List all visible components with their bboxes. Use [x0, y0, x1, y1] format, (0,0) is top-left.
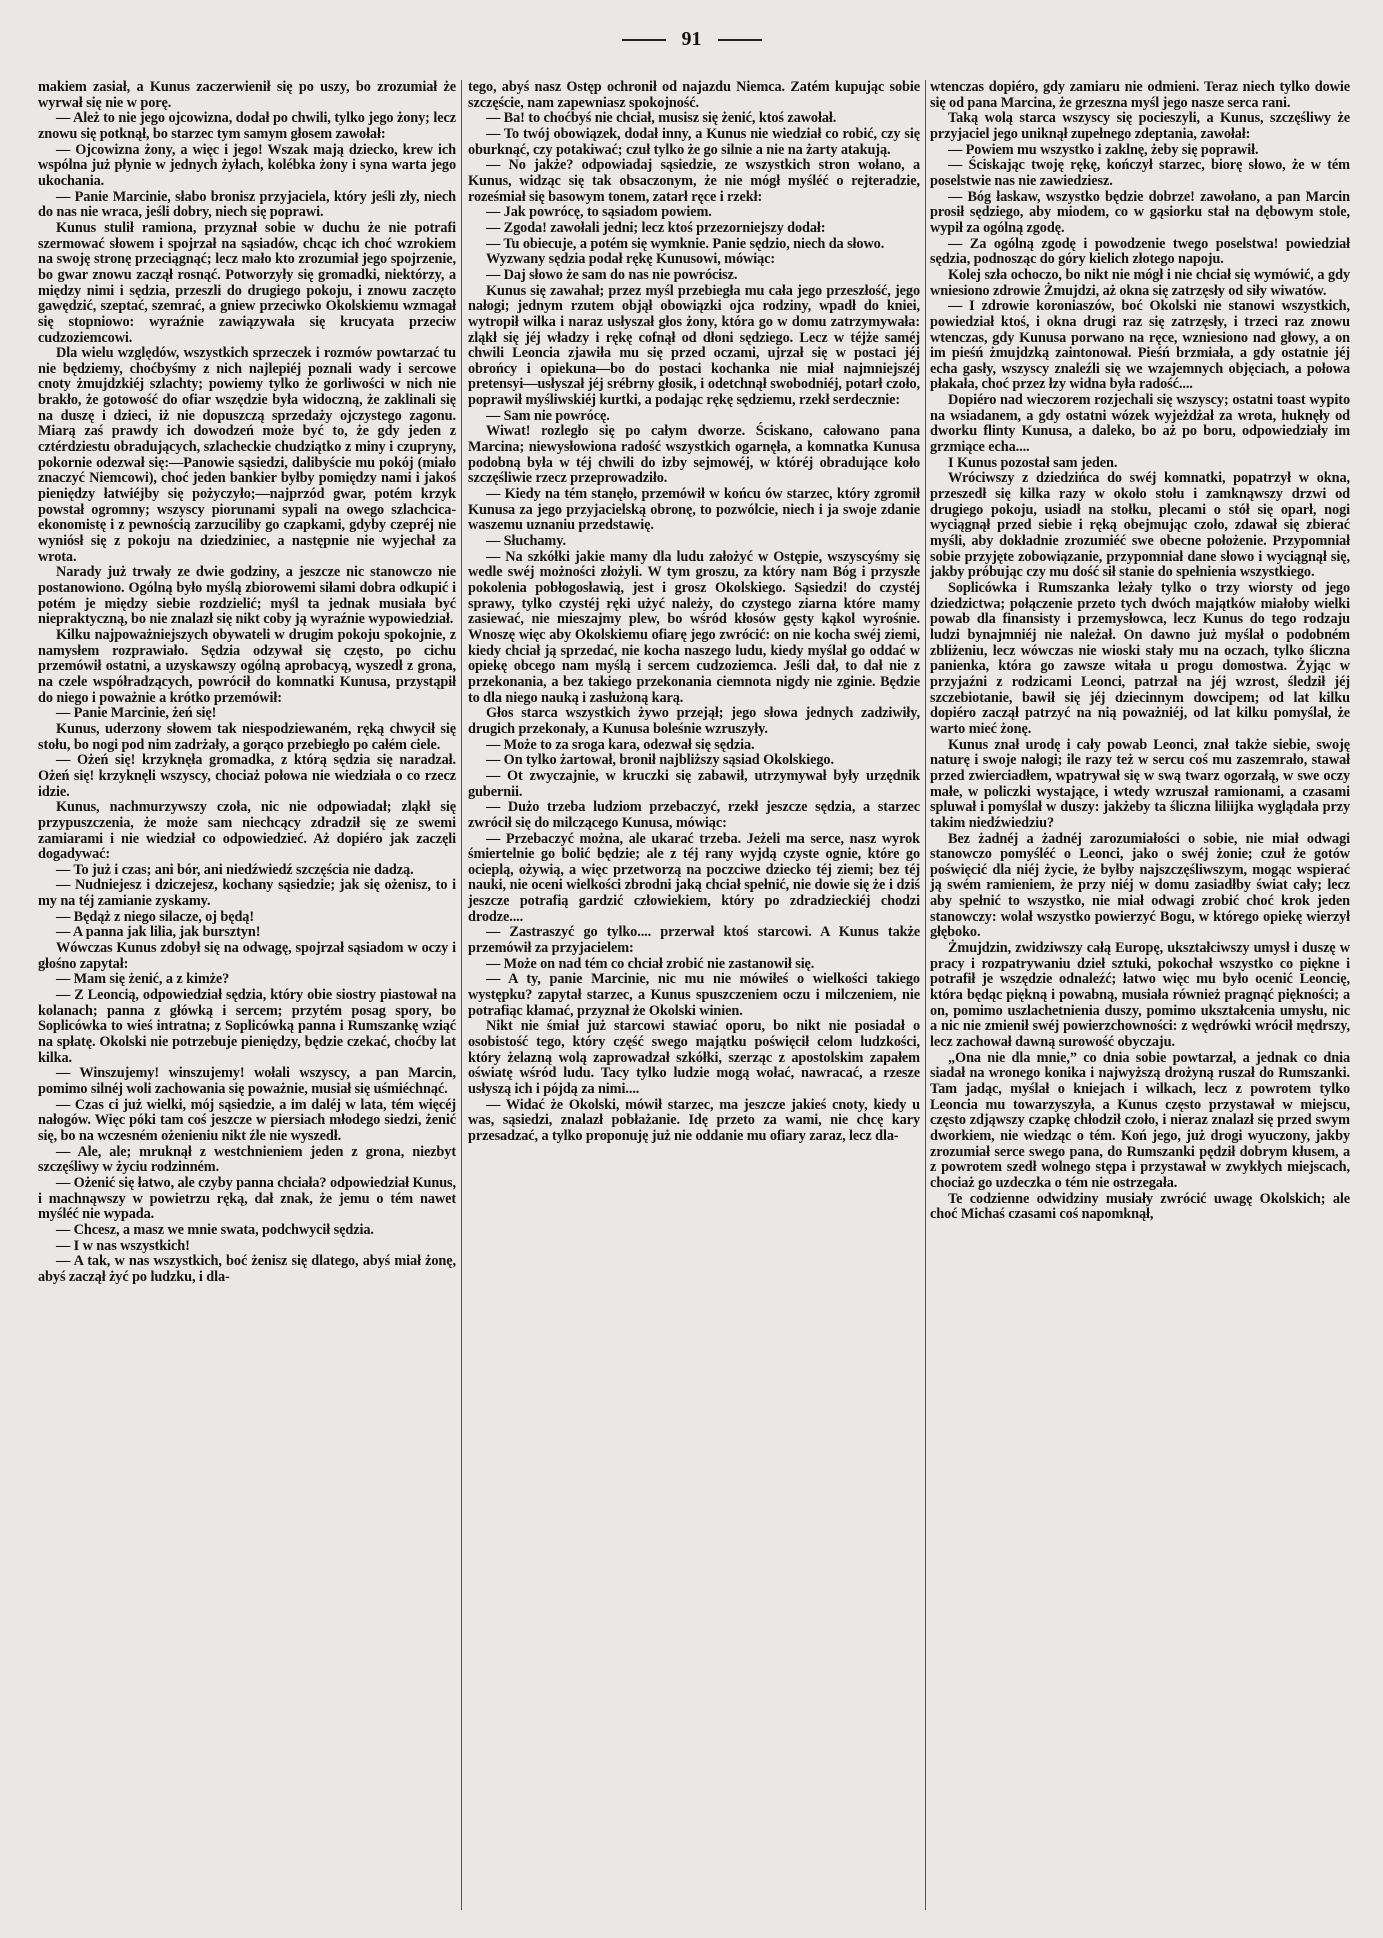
paragraph: Kunus, nachmurzywszy czoła, nic nie odpowiadał; zląkł się przypuszczenia, że może sam niechcący zdradził się ze swemi zamiarami i nie wiedział co odpowiedzieć. Aż dopiéro jak zaczęli dogadywać:	[38, 799, 456, 863]
paragraph: Wróciwszy z dziedzińca do swéj komnatki, popatrzył w okna, przeszedł się kilka razy w około stołu i zamknąwszy drzwi od drugiego pokoju, usiadł na stołku, plecami o stół się oparł, nogi wyciągnął przed siebie i ręką obejmując czoło, zdawał się zbierać myśli, aby dokładnie zrozumiéć swe obecne położenie. Przypomniał sobie przyjęte zobowiązanie, przypomniał dane słowo i wyciągnął się, jakby próbując czy mu dość sił stanie do spełnienia wszystkiego.	[930, 470, 1350, 581]
paragraph: — Sam nie powrócę.	[486, 407, 610, 424]
paragraph: — Bóg łaskaw, wszystko będzie dobrze! zawołano, a pan Marcin prosił sędziego, aby miodem, co w gąsiorku stał na dębowym stole, wypił za ogólną zgodę.	[930, 188, 1350, 236]
header-rule-right	[718, 39, 762, 41]
paragraph: Nikt nie śmiał już starcowi stawiać oporu, bo nikt nie posiadał o osobistość tego, który część swego majątku poświęcił celom ludzkości, który żelazną wolą zaprowadzał szkółki, szerząc z apostolskim zapałem oświatę wśród ludu. Tacy tylko ludzie mogą wołać, nawracać, a rzesze usłyszą ich i pójdą za nimi....	[468, 1018, 920, 1097]
paragraph: — Nudniejesz i dziczejesz, kochany sąsiedzie; jak się ożenisz, to i my na téj zamianie zyskamy.	[38, 877, 456, 910]
paragraph: — Ożeń się! krzyknęła gromadka, z którą sędzia się naradzał. Ożeń się! krzyknęli wszyscy, chociaż połowa nie wiedziała o co rzecz idzie.	[38, 752, 456, 800]
paragraph: — Ot zwyczajnie, w kruczki się zabawił, utrzymywał były urzędnik gubernii.	[468, 767, 920, 800]
paragraph: — Ściskając twoję rękę, kończył starzec, biorę słowo, że w tém poselstwie nas nie zawiedziesz.	[930, 157, 1350, 189]
paragraph: I Kunus pozostał sam jeden.	[948, 454, 1118, 471]
paragraph: Głos starca wszystkich żywo przejął; jego słowa jednych zadziwiły, drugich przekonały, a Kunusa boleśnie wzruszyły.	[468, 705, 920, 737]
paragraph: — Tu obiecuje, a potém się wymknie. Panie sędzio, niech da słowo.	[486, 235, 885, 252]
paragraph: wtenczas dopiéro, gdy zamiaru nie odmieni. Teraz niech tylko dowie się od pana Marcina, że grzeszna myśl jego nasze serca rani.	[930, 79, 1350, 111]
paragraph: Kunus znał urodę i cały powab Leonci, znał także siebie, swoję naturę i swoje nałogi; ile razy też w sercu coś mu zaszemrało, stawał przed zwierciadłem, wpatrywał się w swą twarz ogorzałą, w swe oczy małe, w policzki wystające, i wtedy wzruszał ramionami, a czasami spluwał i pomyślał w duszy: jakżeby ta śliczna liliijka wyglądała przy takim niedźwiedziu?	[930, 736, 1350, 831]
paragraph: — Za ogólną zgodę i powodzenie twego poselstwa! powiedział sędzia, podnosząc do góry kielich złotego napoju.	[930, 235, 1350, 268]
paragraph: tego, abyś nasz Ostęp ochronił od najazdu Niemca. Zatém kupując sobie szczęście, nam zapewniasz spokojność.	[468, 79, 920, 111]
paragraph: Narady już trwały ze dwie godziny, a jeszcze nic stanowczo nie postanowiono. Ogólną było myślą zbiorowemi siłami dobra odkupić i potém je między siebie rozdzielić; myśl ta jednak musiała być niepraktyczną, bo nie znalazł się nikt coby ją wyraźnie wypowiedział.	[38, 564, 456, 628]
paragraph: — Mam się żenić, a z kimże?	[56, 971, 230, 988]
paragraph: — Ożenić się łatwo, ale czyby panna chciała? odpowiedział Kunus, i machnąwszy w powietrzu ręką, dał znak, że jemu o tém nawet myśléć nie wypada.	[38, 1174, 456, 1223]
paragraph: „Ona nie dla mnie,” co dnia sobie powtarzał, a jednak co dnia siadał na wronego konika i najwyższą drożyną ruszał do Rumszanki. Tam jadąc, myślał o kniejach i wilkach, lecz z powrotem tylko Leoncia mu towarzyszyła, a Kunus często przystawał w miejscu, często zdjąwszy czapkę chłodził czoło, i nieraz znalazł się przed swym dworkiem, nie wiedząc o tém. Koń jego, już drogi wyuczony, jakby zrozumiał serce swego pana, do Rumszanki pędził dobrym kłusem, a z powrotem szedł wolnego stępa i przystawał w zwykłych miejscach, chociaż go uzdeczka o tém nie ostrzegała.	[930, 1049, 1350, 1191]
paragraph: Bez żadnéj a żadnéj zarozumiałości o sobie, nie miał odwagi stanowczo pomyśléć o Leonci, jako o swéj żonie; czuł że gotów poświęcić dla niéj życie, że byłby najszczęśliwszym, mogąc wspierać ją swém ramieniem, że przy niéj w domu zasiadłby świat cały; lecz aby spełnić to wszystko, nie miał odwagi zrobić choć krok jeden stanowczy: wolał wszystko powierzyć Bogu, w którego opiekę wierzył głęboko.	[930, 830, 1350, 941]
paragraph: — Widać że Okolski, mówił starzec, ma jeszcze jakieś cnoty, kiedy u was, sąsiedzi, znalazł pobłażanie. Idę przeto za wami, nie chcę kary przesadzać, a tylko proponuję już nie oddanie mu ofiary zaraz, lecz dla-	[468, 1096, 920, 1144]
paragraph: Te codzienne odwidziny musiały zwrócić uwagę Okolskich; ale choć Michaś czasami coś napomknął,	[930, 1190, 1350, 1223]
paragraph: — Ależ to nie jego ojcowizna, dodał po chwili, tylko jego żony; lecz znowu się potknął, bo starzec tym samym głosem zawołał:	[38, 110, 456, 142]
column-divider	[925, 80, 926, 1910]
paragraph: Kunus stulił ramiona, przyznał sobie w duchu że nie potrafi szermować słowem i spojrzał na sąsiadów, chcąc ich choć wzrokiem na swoję stronę przeciągnąć; lecz mało kto zrozumiał jego spojrzenie, bo gwar znowu zaczął rosnąć. Potworzyły się gromadki, niektórzy, a między nimi i sędzia, przeszli do drugiego pokoju, i znowu zaczęto gawędzić, szeptać, szemrać, a gniew przeciwko Okolskiemu wzmagał się stopniowo: wyraźnie zawiązywała się krucyata przeciw cudzoziemcowi.	[38, 219, 456, 346]
paragraph: — No jakże? odpowiadaj sąsiedzie, ze wszystkich stron wołano, a Kunus, widząc się tak obsaczonym, że nie mógł myśléć o rejteradzie, roześmiał się basowym tonem, zatarł ręce i rzekł:	[468, 157, 920, 205]
paragraph: — Daj słowo że sam do nas nie powrócisz.	[486, 266, 738, 283]
paragraph: Żmujdzin, zwidziwszy całą Europę, ukształciwszy umysł i duszę w pracy i rozpatrywaniu dzieł sztuki, pokochał wszystko co piękne i potrafił je wszędzie odnaleźć; łatwo więc mu było ocenić Leoncię, która będąc piękną i powabną, musiała również pragnąć piękności; a on, pomimo uszlachetnienia duszy, pomimo ukształcenia umysłu, nic a nic nie zmienił swéj powierzchowności: z wędrówki wrócił mędrszy, lecz zachował dawną surowość obyczaju.	[930, 940, 1350, 1051]
paragraph: — Winszujemy! winszujemy! wołali wszyscy, a pan Marcin, pomimo silnéj woli zachowania się poważnie, musiał się uśmiéchnąć.	[38, 1065, 456, 1097]
paragraph: — A tak, w nas wszystkich, boć żenisz się dlatego, abyś miał żonę, abyś zaczął żyć po ludzku, i dla-	[38, 1253, 456, 1285]
paragraph: — Zastraszyć go tylko.... przerwał ktoś starcowi. A Kunus także przemówił za przyjacielem:	[468, 924, 920, 957]
paragraph: — Przebaczyć można, ale ukarać trzeba. Jeżeli ma serce, nasz wyrok śmiertelnie go bolić będzie; ale z téj rany wyjdą czyste ognie, które go ocieplą, ożywią, a więc przetworzą na poczciwe dziecko téj ziemi; bez téj nauki, nie oceni wielkości zbrodni jaką chciał spełnić, nie dowie się że i dziś jeszcze potrafią gardzić człowiekiem, który po zdradzieckiéj chodzi drodze....	[468, 830, 920, 925]
paragraph: Kilku najpoważniejszych obywateli w drugim pokoju spokojnie, z namysłem rozprawiało. Sędzia odzywał się często, po cichu przemówił ostatni, a uzyskawszy ogólną aprobacyą, wyszedł z grona, na czele współradzących, powrócił do komnatki Kunusa, przystąpił do niego i poważnie a krótko przemówił:	[38, 626, 456, 706]
paragraph: — Powiem mu wszystko i zaklnę, żeby się poprawił.	[948, 141, 1259, 158]
paragraph: Dopiéro nad wieczorem rozjechali się wszyscy; ostatni toast wypito na wsiadanem, a gdy ostatni wózek wyjeżdżał za wrota, huknęły od dworku flinty Kunusa, a daleko, bo aż po boru, odpowiedziały im grzmiące echa....	[930, 392, 1350, 456]
paragraph: — Panie Marcinie, żeń się!	[56, 705, 217, 722]
paragraph: — Czas ci już wielki, mój sąsiedzie, a im daléj w lata, tém więcéj nałogów. Więc póki tam coś jeszcze w piersiach młodego siedzi, żenić się, bo na wczesném ożenieniu nikt źle nie wyszedł.	[38, 1096, 456, 1144]
paragraph: Wiwat! rozległo się po całym dworze. Ściskano, całowano pana Marcina; niewysłowiona radość wszystkich ogarnęła, a komnatka Kunusa podobną była w téj chwili do izby sejmowéj, w któréj obradujące koło szczęśliwie rzecz przeprowadziło.	[468, 423, 920, 487]
header-rule-left	[622, 39, 666, 41]
paragraph: — A ty, panie Marcinie, nic mu nie mówiłeś o wielkości takiego występku? zapytał starzec, a Kunus spuszczeniem oczu i milczeniem, nie potrafiąc kłamać, przyznał że Okolski winien.	[468, 971, 920, 1019]
paragraph: — Ojcowizna żony, a więc i jego! Wszak mają dziecko, krew ich wspólna już płynie w jednych żyłach, kolébka żony i syna warta jego ukochania.	[38, 141, 456, 189]
column-divider	[461, 80, 462, 1910]
paragraph: — I zdrowie koroniaszów, boć Okolski nie stanowi wszystkich, powiedział ktoś, i okna drugi raz się zatrzęsły, i trzeci raz znowu wtenczas, gdy Kunusa porwano na ręce, wzniesiono nad głowy, a on im pieśń żmujdzką zaintonował. Pieśń brzmiała, a gdy ostatnie jéj echa gasły, wszyscy znaleźli się we wzajemnych objęciach, a połowa płakała, choć przez łzy widna była radość....	[930, 298, 1350, 393]
text-column-2	[468, 80, 920, 1145]
paragraph: — Może on nad tém co chciał zrobić nie zastanowił się.	[486, 955, 815, 972]
paragraph: Taką wolą starca wszyscy się pocieszyli, a Kunus, szczęśliwy że przyjaciel jego uniknął zupełnego zdeptania, zawołał:	[930, 110, 1350, 142]
paragraph: — Dużo trzeba ludziom przebaczyć, rzekł jeszcze sędzia, a starzec zwrócił się do milczącego Kunusa, mówiąc:	[468, 799, 920, 831]
paragraph: — Ale, ale; mruknął z westchnieniem jeden z grona, niezbyt szczęśliwy w życiu rodzinném.	[38, 1143, 456, 1176]
paragraph: — Chcesz, a masz we mnie swata, podchwycił sędzia.	[56, 1221, 374, 1238]
text-column-3	[930, 80, 1350, 1223]
page-header	[0, 28, 1383, 51]
paragraph: — I w nas wszystkich!	[56, 1237, 190, 1254]
paragraph: — To twój obowiązek, dodał inny, a Kunus nie wiedział co robić, czy się oburknąć, czy potakiwać; czuł tylko że go silnie a nie na żarty atakują.	[468, 125, 920, 158]
paragraph: — Zgoda! zawołali jedni; lecz ktoś przezorniejszy dodał:	[486, 219, 826, 236]
paragraph: — Słuchamy.	[486, 533, 566, 550]
paragraph: — On tylko żartował, bronił najbliższy sąsiad Okolskiego.	[486, 752, 834, 769]
paragraph: — Może to za sroga kara, odezwał się sędzia.	[486, 736, 755, 753]
text-column-1	[38, 80, 456, 1286]
paragraph: — A panna jak lilia, jak bursztyn!	[56, 924, 261, 941]
paragraph: makiem zasiał, a Kunus zaczerwienił się po uszy, bo zrozumiał że wyrwał się nie w porę.	[38, 79, 456, 111]
paragraph: Kunus się zawahał; przez myśl przebiegła mu cała jego przeszłość, jego nałogi; jednym rzutem objął obowiązki ojca rodziny, wpadł do kniei, wytropił wilka i naraz usłyszał głos żony, która go w domu zatrzymywała: zląkł się jéj władzy i rękę cofnął od dłoni sędziego. Lecz w téjże saméj chwili Leoncia zjawiła mu się przed oczami, ujrzał się w postaci jéj obrońcy i opiekuna—bo do postaci kochanka nie miał najmniejszéj pretensyi—usłyszał jéj srébrny głosik, i odetchnął swobodniéj, potarł czoło, poprawił myśliwskiéj kurtki, a podając rękę sędziemu, rzekł serdecznie:	[468, 282, 920, 409]
paragraph: — Będąż z niego silacze, oj będą!	[56, 908, 255, 925]
paragraph: Kunus, uderzony słowem tak niespodziewaném, ręką chwycił się stołu, bo nogi pod nim zadrżały, a gorąco przebiegło po całém ciele.	[38, 720, 456, 753]
paragraph: Soplicówka i Rumszanka leżały tylko o trzy wiorsty od jego dziedzictwa; połączenie przeto tych dwóch majątków miałoby wielki powab dla finansisty i przemysłowca, lecz Kunus do tego rodzaju ludzi bynajmniéj nie należał. On dawno już myślał o podobném zbliżeniu, lecz wówczas nie wioski stały mu na oczach, tylko śliczna panienka, która go zawsze witała u progu domostwa. Żyjąc w przyjaźni z rodzicami Leonci, patrzał na jéj wzrost, śledził jéj szczebiotanie, bawił się jéj dziecinnym dowcipem; od lat kilku dopiéro zaczął patrzyć na nią poważniéj, od lat kilku pomyślał, że warto mieć żonę.	[930, 580, 1350, 737]
paragraph: — Na szkółki jakie mamy dla ludu założyć w Ostępie, wszyscyśmy się wedle swéj możności złożyli. W tym groszu, za który nam Bóg i przyszłe pokolenia pobłogosławią, jest i grosz Okolskiego. Sąsiedzi! do czystéj sprawy, tylko czystéj ręki użyć należy, do czystego ziarna które mamy zasiewać, nie mieszajmy plew, bo wśród kłosów gęsty kąkol wyrośnie. Wnoszę więc aby Okolskiemu ofiarę jego zwrócić: on nie kocha swéj ziemi, kiedy chciał ją sprzedać, nie kocha naszego ludu, kiedy myślał go oddać w opiekę obcego nam myślą i sercem cudzoziemca. Jeśli dał, to dał nie z przekonania, a bez takiego przekonania ciemnota nigdy nie zginie. Będzie to dla niego nauką i zasłużoną karą.	[468, 548, 920, 706]
paragraph: — Jak powrócę, to sąsiadom powiem.	[486, 204, 712, 221]
paragraph: — Z Leoncią, odpowiedział sędzia, który obie siostry piastował na kolanach; panna z główką i sercem; przytém posag spory, bo Soplicówka to wieś intratna; z Soplicówką panna i Rumszankę wziąć na spłatę. Okolski nie potrzebuje pieniędzy, będzie czekać, choćby lat kilka.	[38, 987, 456, 1066]
paragraph: Wówczas Kunus zdobył się na odwagę, spojrzał sąsiadom w oczy i głośno zapytał:	[38, 940, 456, 972]
paragraph: — Kiedy na tém stanęło, przemówił w końcu ów starzec, który zgromił Kunusa za jego przyjacielską obronę, to pozwólcie, niech i ja swoje zdanie waszemu uznaniu przedstawię.	[468, 486, 920, 534]
paragraph: — Ba! to choćbyś nie chciał, musisz się żenić, ktoś zawołał.	[486, 110, 837, 127]
paragraph: Dla wielu względów, wszystkich sprzeczek i rozmów powtarzać tu nie będziemy, choćbyśmy z nich najlepiéj poznali wady i sercowe cnoty żmujdzkiéj szlachty; powiemy tylko że gorliwości w nich nie brakło, że gotowość do ofiar wszędzie była widoczną, że zaklinali się na duszę i dzieci, iż nie dopuszczą sprzedaży ojczystego zagonu. Miarą zaś prawdy ich dowodzeń może być to, że gdy jeden z cztérdziestu obradujących, szlacheckie chudziątko z miny i czupryny, pokornie odezwał się:—Panowie sąsiedzi, dalibyście mu pokój (miało znaczyć Niemcowi), choć jeden bankier byłby pomiędzy nami i jakoś pieniędzy łatwiéjby się pożyczyło;—najprzód gwar, potém krzyk powstał ogromny; wszyscy piorunami sypali na owego szlachcica-ekonomistę i z pewnością zarzuciliby go czapkami, gdyby czepréj nie wyniósł się z pokoju na dziedziniec, a następnie nie wyjechał za wrota.	[38, 345, 456, 565]
paragraph: — To już i czas; ani bór, ani niedźwiedź szczęścia nie dadzą.	[56, 861, 414, 878]
paragraph: Kolej szła ochoczo, bo nikt nie mógł i nie chciał się wymówić, a gdy wniesiono zdrowie Żmujdzi, aż okna się zatrzęsły od siły wiwatów.	[930, 266, 1350, 299]
paragraph: — Panie Marcinie, słabo bronisz przyjaciela, który jeśli zły, niech do nas nie wraca, jeśli dobry, niech się poprawi.	[38, 188, 456, 221]
paragraph: Wyzwany sędzia podał rękę Kunusowi, mówiąc:	[486, 251, 776, 268]
page-number: 91	[681, 28, 702, 50]
